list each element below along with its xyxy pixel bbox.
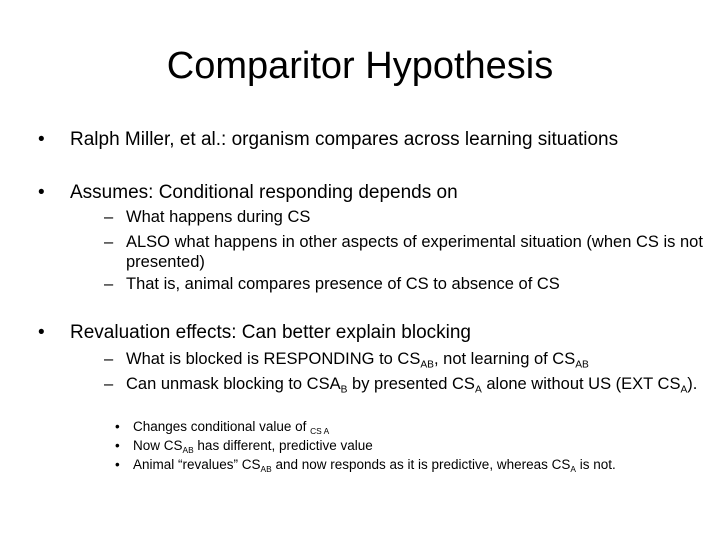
bullet-marker: • [38, 182, 45, 203]
sub-bullet-compares [104, 274, 716, 294]
sub-bullet-other-aspects [104, 232, 716, 272]
dash-marker: – [104, 233, 114, 251]
sub-sub-bullet-changes-value: • Changes conditional value of $_{CS A}$ [115, 419, 330, 436]
bullet-text: Revaluation effects: Can better explain blocking [70, 322, 472, 343]
bullet-marker: • [38, 322, 45, 343]
dash-marker: – [104, 208, 114, 226]
bullet-marker: • [115, 419, 120, 434]
sub-bullet-text: What happens during CS [126, 208, 311, 226]
bullet-marker: • [115, 438, 120, 453]
bullet-text: Ralph Miller, et al.: organism compares across learning situations [70, 129, 619, 150]
sub-bullet-text: ALSO what happens in other aspects of experimental situation (when CS is not presented) [126, 233, 703, 271]
bullet-ralph-miller [38, 128, 618, 152]
sub-bullet-text: That is, animal compares presence of CS to absence of CS [126, 275, 560, 293]
dash-marker: – [104, 350, 114, 368]
sub-bullet-unmask-blocking: – Can unmask blocking to $CSA_B$ by presented $CS_A$ alone without US (EXT $CS_A$). [104, 375, 698, 396]
dash-marker: – [104, 275, 114, 293]
bullet-marker: • [115, 457, 120, 472]
bullet-text: Assumes: Conditional responding depends on [70, 182, 458, 203]
slide-title: Comparitor Hypothesis [166, 45, 554, 87]
sub-sub-bullet-revalues: • Animal “revalues” $CS_{AB}$ and now responds as it is predictive, whereas $CS_A$ is not. [115, 457, 616, 474]
bullet-assumes [38, 181, 458, 205]
sub-bullet-blocked-responding: – What is blocked is RESPONDING to $CS_{AB}$, not learning of $CS_{AB}$ [104, 350, 589, 371]
bullet-revaluation [38, 321, 471, 345]
dash-marker: – [104, 375, 114, 393]
sub-bullet-during-cs [104, 207, 716, 227]
sub-sub-bullet-predictive-value: • Now $CS_{AB}$ has different, predictive value [115, 438, 373, 455]
bullet-marker: • [38, 129, 45, 150]
